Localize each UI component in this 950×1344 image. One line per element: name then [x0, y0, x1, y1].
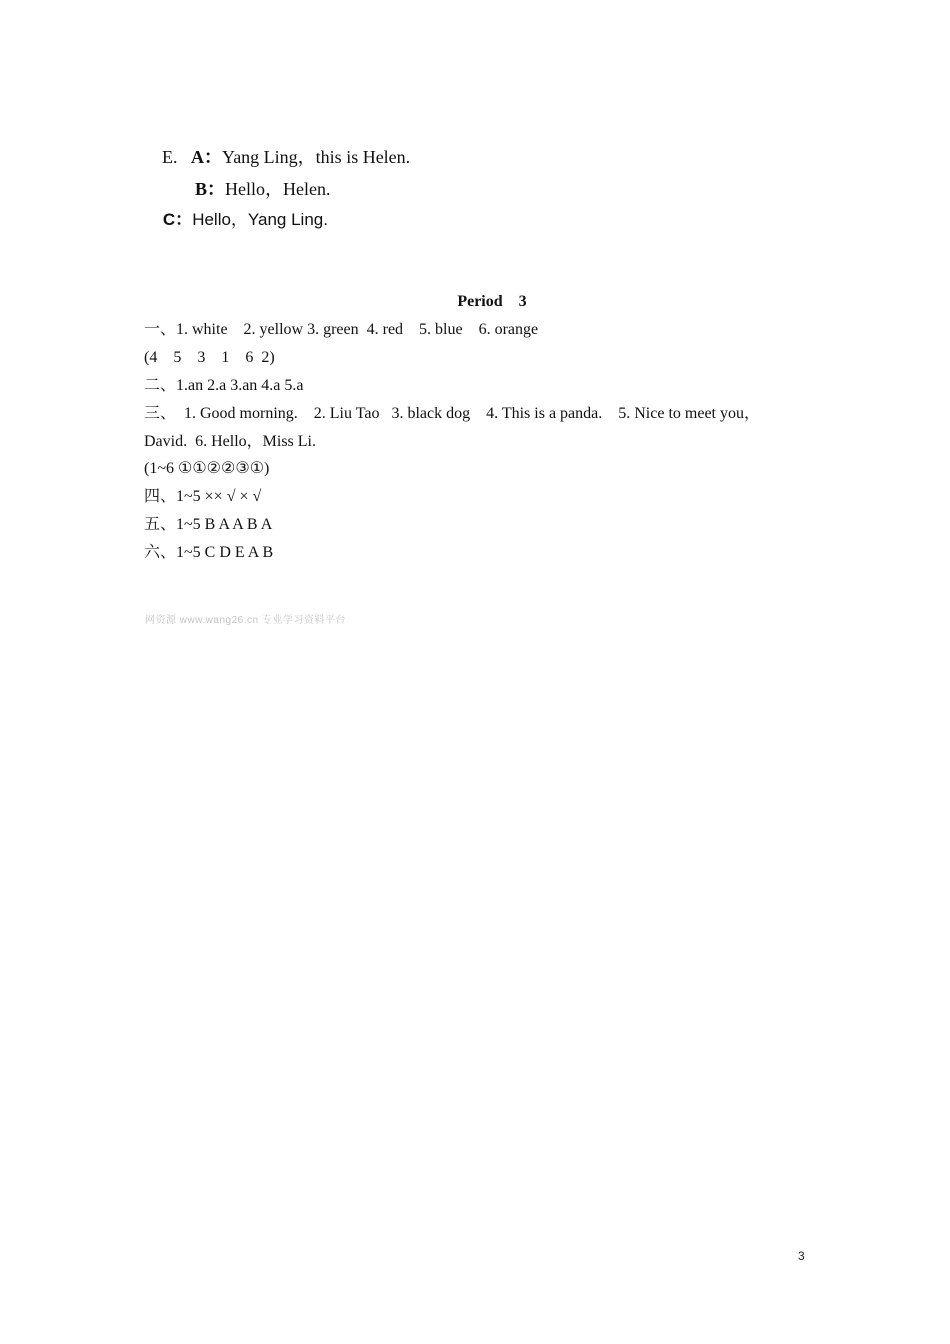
line-b-text: Hello，Helen.	[225, 179, 331, 199]
answer-q3-order: (1~6 ①①②②③①)	[144, 460, 270, 477]
answer-q5: 五、1~5 B A A B A	[144, 516, 273, 533]
watermark-text: 网资源 www.wang26.cn 专业学习资料平台	[145, 615, 346, 626]
answer-q3-part2: David. 6. Hello，Miss Li.	[144, 433, 316, 450]
answer-q1: 一、1. white 2. yellow 3. green 4. red 5. blue 6. orange	[144, 321, 539, 338]
line-a-text: Yang Ling，this is Helen.	[222, 147, 411, 167]
speaker-a: A：	[191, 147, 222, 167]
answer-q4: 四、1~5 ×× √ × √	[144, 488, 262, 505]
speaker-b: B：	[195, 179, 226, 199]
answer-q2: 二、1.an 2.a 3.an 4.a 5.a	[144, 377, 304, 394]
item-label: E.	[162, 147, 178, 167]
speaker-c: C：	[162, 210, 193, 229]
answer-q1-order: (4 5 3 1 6 2)	[144, 349, 275, 366]
dialogue-line-c	[144, 190, 328, 250]
answer-q6: 六、1~5 C D E A B	[144, 544, 274, 561]
answer-q3-part1: 三、 1. Good morning. 2. Liu Tao 3. black dog 4. This is a panda. 5. Nice to meet you，	[144, 405, 760, 422]
period-title: Period 3	[457, 293, 527, 310]
page-number: 3	[798, 1249, 805, 1263]
line-c-text: Hello，Yang Ling.	[192, 210, 328, 229]
